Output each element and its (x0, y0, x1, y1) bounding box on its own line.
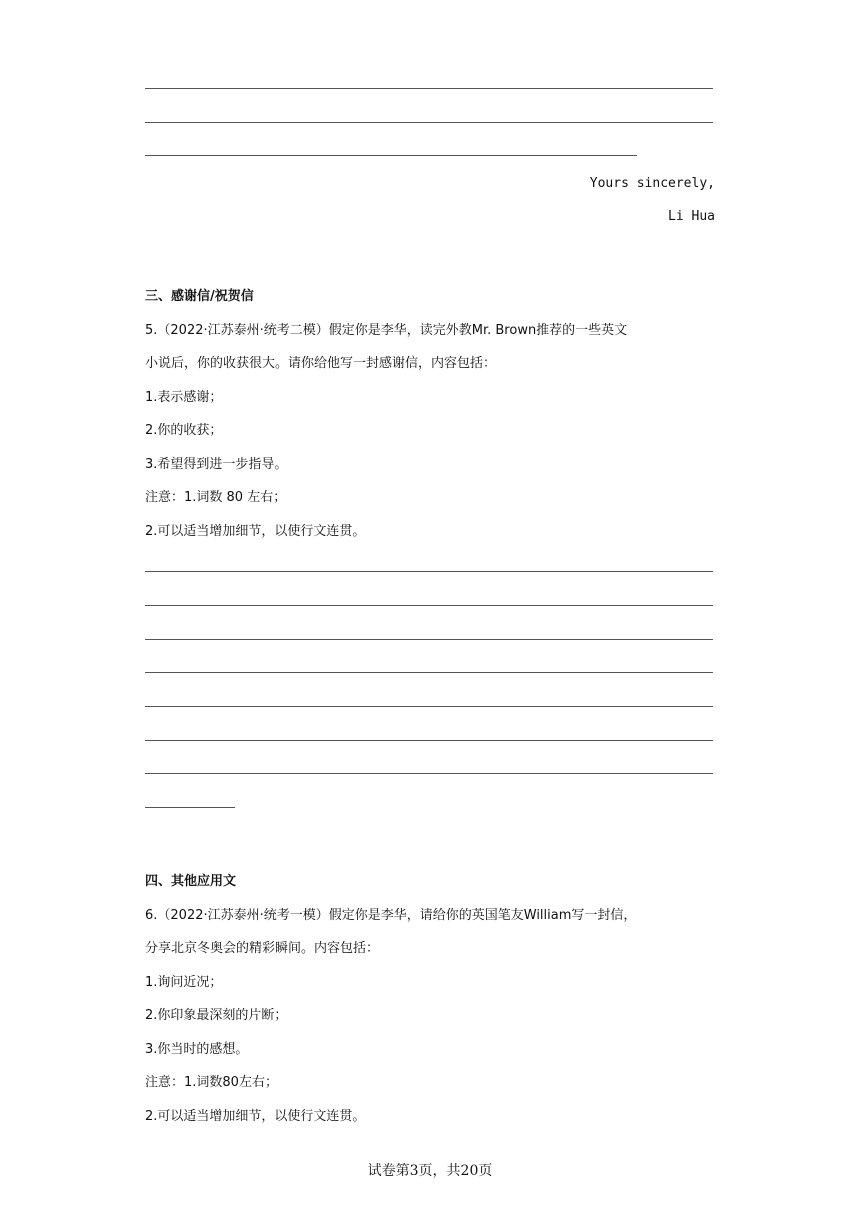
answer-line (145, 740, 713, 741)
requirement-item: 1.询问近况； (145, 975, 223, 990)
answer-line (145, 88, 713, 89)
answer-line-short (145, 807, 235, 808)
closing-name: Li Hua (668, 209, 715, 224)
requirement-item: 3.希望得到进一步指导。 (145, 457, 288, 472)
answer-line (145, 672, 713, 673)
note-detail: 2.可以适当增加细节，以使行文连贯。 (145, 524, 366, 539)
requirement-item: 3.你当时的感想。 (145, 1042, 249, 1057)
page-footer: 试卷第3页，共20页 (367, 1163, 493, 1179)
answer-line (145, 605, 713, 606)
note-detail: 2.可以适当增加细节，以使行文连贯。 (145, 1109, 366, 1124)
question-5-line-1: 5.（2022·江苏泰州·统考二模）假定你是李华，读完外教Mr. Brown推荐的一些英文 (145, 323, 628, 338)
section-heading-4: 四、其他应用文 (145, 874, 237, 889)
section-heading-3: 三、感谢信/祝贺信 (145, 289, 254, 304)
answer-line (145, 706, 713, 707)
answer-line (145, 122, 713, 123)
requirement-item: 1.表示感谢； (145, 390, 223, 405)
question-6-line-1: 6.（2022·江苏泰州·统考一模）假定你是李华，请给你的英国笔友William写一封信， (145, 908, 637, 923)
answer-line (145, 773, 713, 774)
question-6-line-2: 分享北京冬奥会的精彩瞬间。内容包括： (145, 941, 380, 956)
note-word-count: 注意：1.词数 80 左右； (145, 490, 287, 505)
answer-line (145, 571, 713, 572)
answer-line (145, 639, 713, 640)
requirement-item: 2.你印象最深刻的片断； (145, 1008, 288, 1023)
closing-salutation: Yours sincerely, (589, 176, 715, 191)
answer-line-short (145, 155, 637, 156)
note-word-count: 注意：1.词数80左右； (145, 1075, 278, 1090)
question-5-line-2: 小说后，你的收获很大。请你给他写一封感谢信，内容包括： (145, 356, 497, 371)
requirement-item: 2.你的收获； (145, 423, 223, 438)
